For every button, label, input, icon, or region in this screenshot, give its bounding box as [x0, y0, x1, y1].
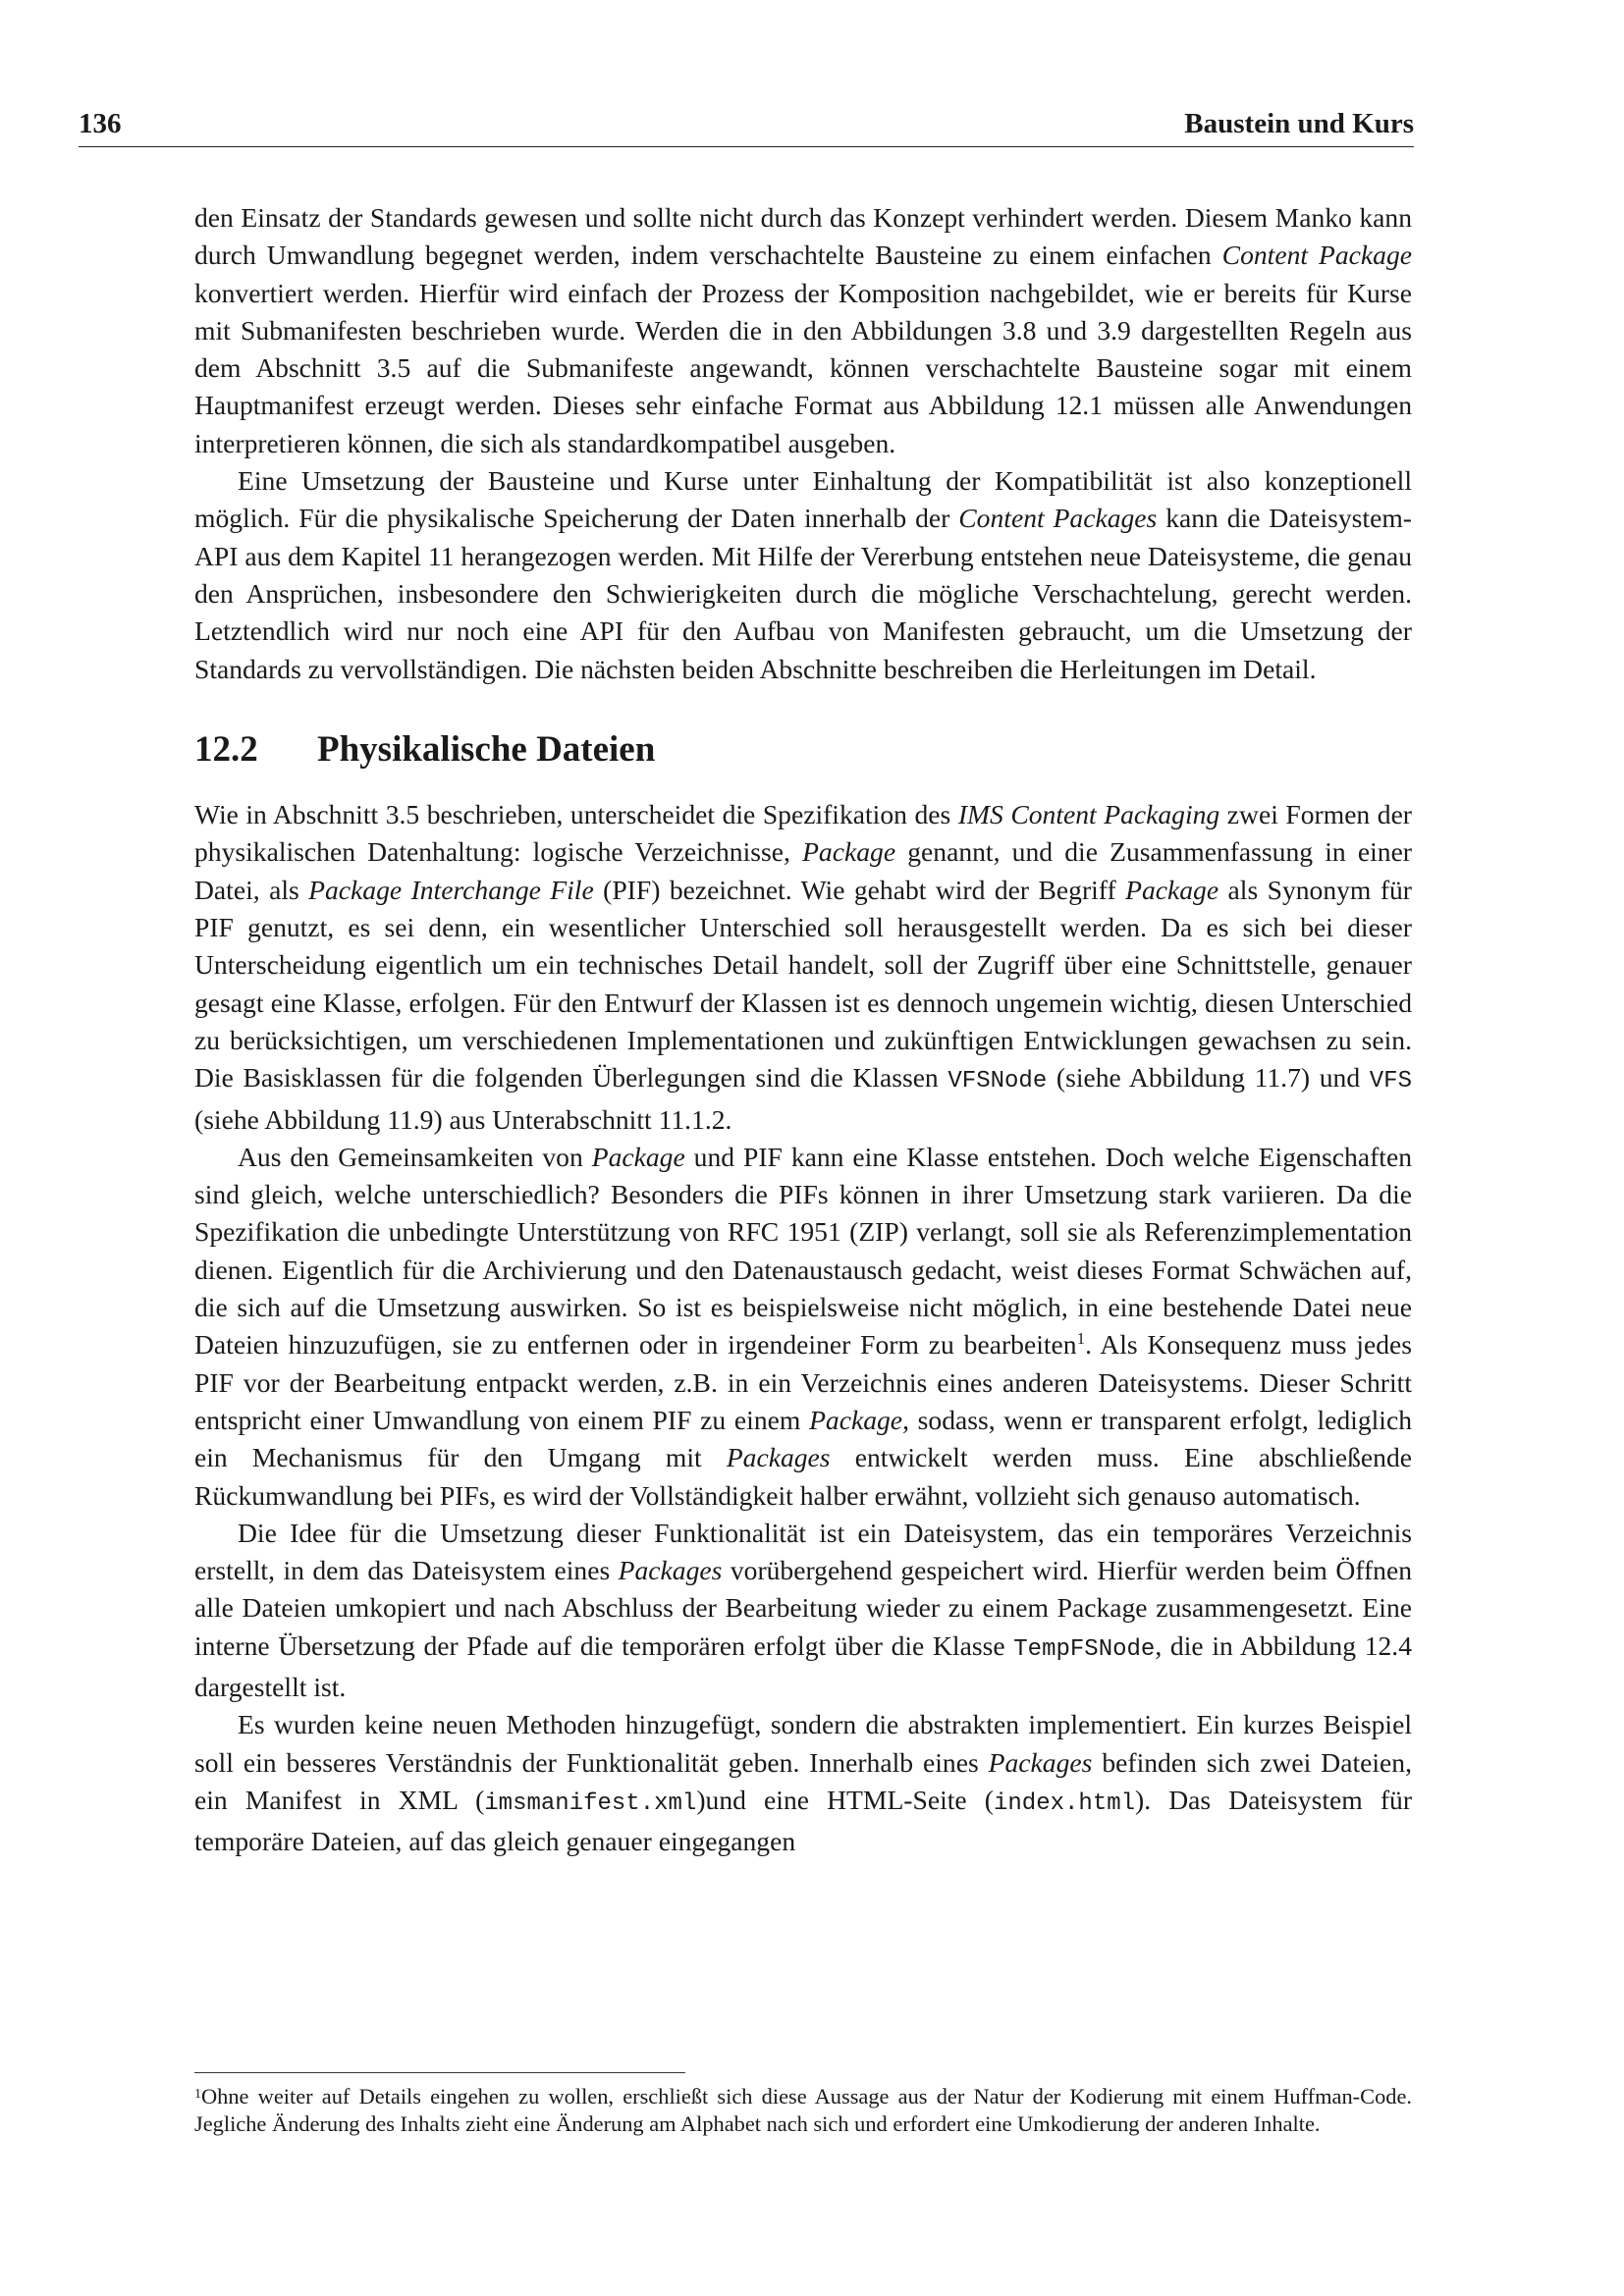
text-run: als Synonym für PIF genutzt, es sei denn, ein wesentlicher Unterschied soll herausgestellt werden. Da es sich bei dieser Unterscheidung eigentlich um ein technisches Detail handelt, soll der Zugriff über eine Schnittstelle, genauer gesagt eine Klasse, erfolgen. Für den Entwurf der Klassen ist es dennoch ungemein wichtig, diesen Unterschied zu berücksichtigen, um verschiedenen Implementationen und zukünftigen Entwicklungen gewachsen zu sein. Die Basisklassen für die folgenden Überlegungen sind die Klassen — [194, 874, 1412, 1094]
paragraph-intro-1 — [194, 199, 1412, 462]
text-run: Aus den Gemeinsamkeiten von — [238, 1141, 592, 1172]
footnote-marker[interactable]: 1 — [1076, 1329, 1086, 1349]
emphasis: Packages — [618, 1555, 723, 1586]
code-class-name: TempFSNode — [1013, 1635, 1156, 1663]
text-run: und PIF kann eine Klasse entstehen. Doch welche Eigenschaften sind gleich, welche unterschiedlich? Besonders die PIFs können in ihrer Umsetzung stark variieren. Da die Spezifikation die unbedingte Unterstützung von RFC 1951 (ZIP) verlangt, soll sie als Referenzimplementation dienen. Eigentlich für die Archivierung und den Datenaustausch gedacht, weist dieses Format Schwächen auf, die sich auf die Umsetzung auswirken. So ist es beispielsweise nicht möglich, in eine bestehende Datei neue Dateien hinzuzufügen, sie zu entfernen oder in irgendeiner Form zu bearbeiten — [194, 1141, 1412, 1361]
text-run: )und eine HTML-Seite ( — [696, 1784, 994, 1815]
text-run: Es wurden keine neuen Methoden hinzugefügt, sondern die abstrakten implementiert. Ein kurzes Beispiel soll ein besseres Verständnis der Funktionalität geben. Innerhalb eines — [194, 1709, 1412, 1778]
emphasis: Package — [809, 1404, 903, 1435]
emphasis: Content Package — [1221, 240, 1412, 271]
page-number: 136 — [79, 108, 122, 139]
code-file-name: index.html — [994, 1789, 1136, 1817]
text-run: ). Das Dateisystem für temporäre Dateien, auf das gleich genauer eingegangen — [194, 1784, 1413, 1857]
emphasis: Content Packages — [958, 503, 1158, 534]
text-run: Wie in Abschnitt 3.5 beschrieben, unterscheidet die Spezifikation des — [194, 799, 958, 830]
paragraph-section-3 — [194, 1515, 1412, 1706]
text-run: vorübergehend gespeichert wird. Hierfür werden beim Öffnen alle Dateien umkopiert und nach Abschluss der Bearbeitung wieder zu einem Package zusammengesetzt. Eine interne Übersetzung der Pfade auf die temporären erfolgt über die Klasse — [194, 1555, 1413, 1661]
emphasis: Package Interchange File — [308, 874, 594, 905]
text-run: genannt, und die Zusammenfassung in einer Datei, als — [194, 836, 1412, 905]
text-run: (siehe Abbildung 11.9) aus Unterabschnitt 11.1.2. — [194, 1103, 732, 1135]
emphasis: Package — [802, 836, 896, 868]
paragraph-section-1 — [194, 796, 1412, 1139]
code-class-name: VFSNode — [947, 1068, 1048, 1095]
paragraph-section-4 — [194, 1706, 1412, 1860]
text-run: befinden sich zwei Dateien, ein Manifest in XML ( — [194, 1746, 1412, 1815]
paragraph-section-2 — [194, 1139, 1412, 1515]
paragraph-intro-2 — [194, 462, 1412, 688]
text-run: Eine Umsetzung der Bausteine und Kurse unter Einhaltung der Kompatibilität ist also konzeptionell möglich. Für die physikalische Speicherung der Daten innerhalb der — [194, 465, 1412, 534]
footnote-text: Ohne weiter auf Details eingehen zu wollen, erschließt sich diese Aussage aus der Natur der Kodierung mit einem Huffman-Code. Jegliche Änderung des Inhalts zieht eine Änderung am Alphabet nach sich und erfordert eine Umkodierung der anderen Inhalte. — [194, 2084, 1412, 2137]
text-run: Die Idee für die Umsetzung dieser Funktionalität ist ein Dateisystem, das ein temporäres Verzeichnis erstellt, in dem das Dateisystem eines — [194, 1517, 1412, 1586]
text-run: kann die Dateisystem-API aus dem Kapitel 11 herangezogen werden. Mit Hilfe der Vererbung entstehen neue Dateisysteme, die genau den Ansprüchen, insbesondere den Schwierigkeiten durch die mögliche Verschachtelung, gerecht werden. Letztendlich wird nur noch eine API für den Aufbau von Manifesten gebraucht, um die Umsetzung der Standards zu vervollständigen. Die nächsten beiden Abschnitte beschreiben die Herleitungen im Detail. — [194, 503, 1412, 684]
section-number: 12.2 — [194, 728, 258, 770]
body-text — [194, 199, 1412, 1860]
running-header — [79, 108, 1414, 147]
code-file-name: imsmanifest.xml — [484, 1789, 697, 1817]
text-run: , sodass, wenn er transparent erfolgt, lediglich ein Mechanismus für den Umgang mit — [194, 1404, 1412, 1473]
text-run: zwei Formen der physikalischen Datenhaltung: logische Verzeichnisse, — [194, 799, 1412, 868]
text-run: (siehe Abbildung 11.7) und — [1047, 1062, 1370, 1094]
text-run: (PIF) bezeichnet. Wie gehabt wird der Begriff — [593, 874, 1126, 905]
section-heading — [194, 728, 1412, 770]
text-run: , die in Abbildung 12.4 dargestellt ist. — [194, 1629, 1412, 1702]
footnote-number: 1 — [194, 2087, 201, 2102]
code-class-name: VFS — [1369, 1068, 1412, 1095]
emphasis: IMS Content Packaging — [957, 799, 1220, 830]
emphasis: Packages — [726, 1442, 831, 1473]
section-title: Physikalische Dateien — [317, 728, 656, 770]
text-run: . Als Konsequenz muss jedes PIF vor der Bearbeitung entpackt werden, z.B. in ein Verzeichnis eines anderen Dateisystems. Dieser Schritt entspricht einer Umwandlung von einem PIF zu einem — [194, 1329, 1412, 1435]
footnote-rule — [194, 2072, 685, 2073]
text-run: entwickelt werden muss. Eine abschließende Rückumwandlung bei PIFs, es wird der Vollständigkeit halber erwähnt, vollzieht sich genauso automatisch. — [194, 1442, 1412, 1511]
emphasis: Packages — [988, 1746, 1093, 1778]
emphasis: Package — [1125, 874, 1219, 905]
footnote — [194, 2083, 1412, 2138]
emphasis: Package — [591, 1141, 685, 1172]
running-title: Baustein und Kurs — [1184, 108, 1414, 139]
text-run: den Einsatz der Standards gewesen und sollte nicht durch das Konzept verhindert werden. Diesem Manko kann durch Umwandlung begegnet werden, indem verschachtelte Bausteine zu einem einfachen — [194, 202, 1412, 271]
text-run: konvertiert werden. Hierfür wird einfach der Prozess der Komposition nachgebildet, wie er bereits für Kurse mit Submanifesten beschrieben wurde. Werden die in den Abbildungen 3.8 und 3.9 dargestellten Regeln aus dem Abschnitt 3.5 auf die Submanifeste angewandt, können verschachtelte Bausteine sogar mit einem Hauptmanifest erzeugt werden. Dieses sehr einfache Format aus Abbildung 12.1 müssen alle Anwendungen interpretieren können, die sich als standardkompatibel ausgeben. — [194, 277, 1412, 458]
